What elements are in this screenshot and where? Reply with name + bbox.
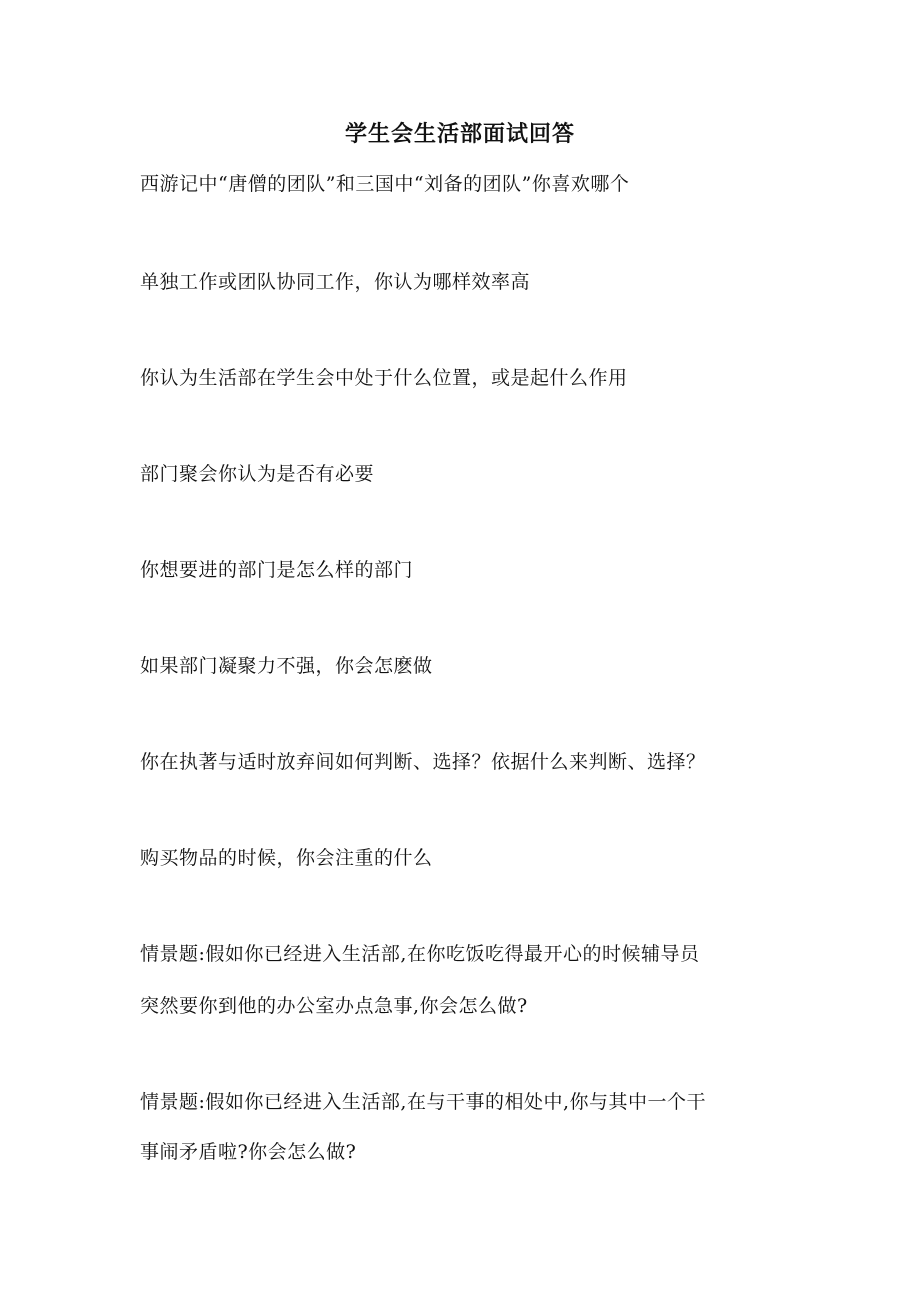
question-line-5: 你想要进的部门是怎么样的部门 <box>140 559 414 581</box>
document-title: 学生会生活部面试回答 <box>344 121 575 147</box>
question-line-4: 部门聚会你认为是否有必要 <box>140 463 375 485</box>
question-line-8: 购买物品的时候，你会注重的什么 <box>140 847 433 869</box>
question-line-9: 情景题:假如你已经进入生活部,在你吃饭吃得最开心的时候辅导员 <box>140 943 700 965</box>
question-line-3: 你认为生活部在学生会中处于什么位置，或是起什么作用 <box>140 367 628 389</box>
question-line-9-continued: 突然要你到他的办公室办点急事,你会怎么做? <box>140 995 528 1017</box>
question-line-10: 情景题:假如你已经进入生活部,在与干事的相处中,你与其中一个干 <box>140 1091 706 1113</box>
question-line-10-continued: 事闹矛盾啦?你会怎么做? <box>140 1141 357 1163</box>
question-line-2: 单独工作或团队协同工作，你认为哪样效率高 <box>140 271 531 293</box>
question-line-6: 如果部门凝聚力不强，你会怎麽做 <box>140 655 433 677</box>
question-line-1: 西游记中“唐僧的团队”和三国中“刘备的团队”你喜欢哪个 <box>140 173 630 195</box>
question-line-7: 你在执著与适时放弃间如何判断、选择？依据什么来判断、选择？ <box>140 751 706 773</box>
